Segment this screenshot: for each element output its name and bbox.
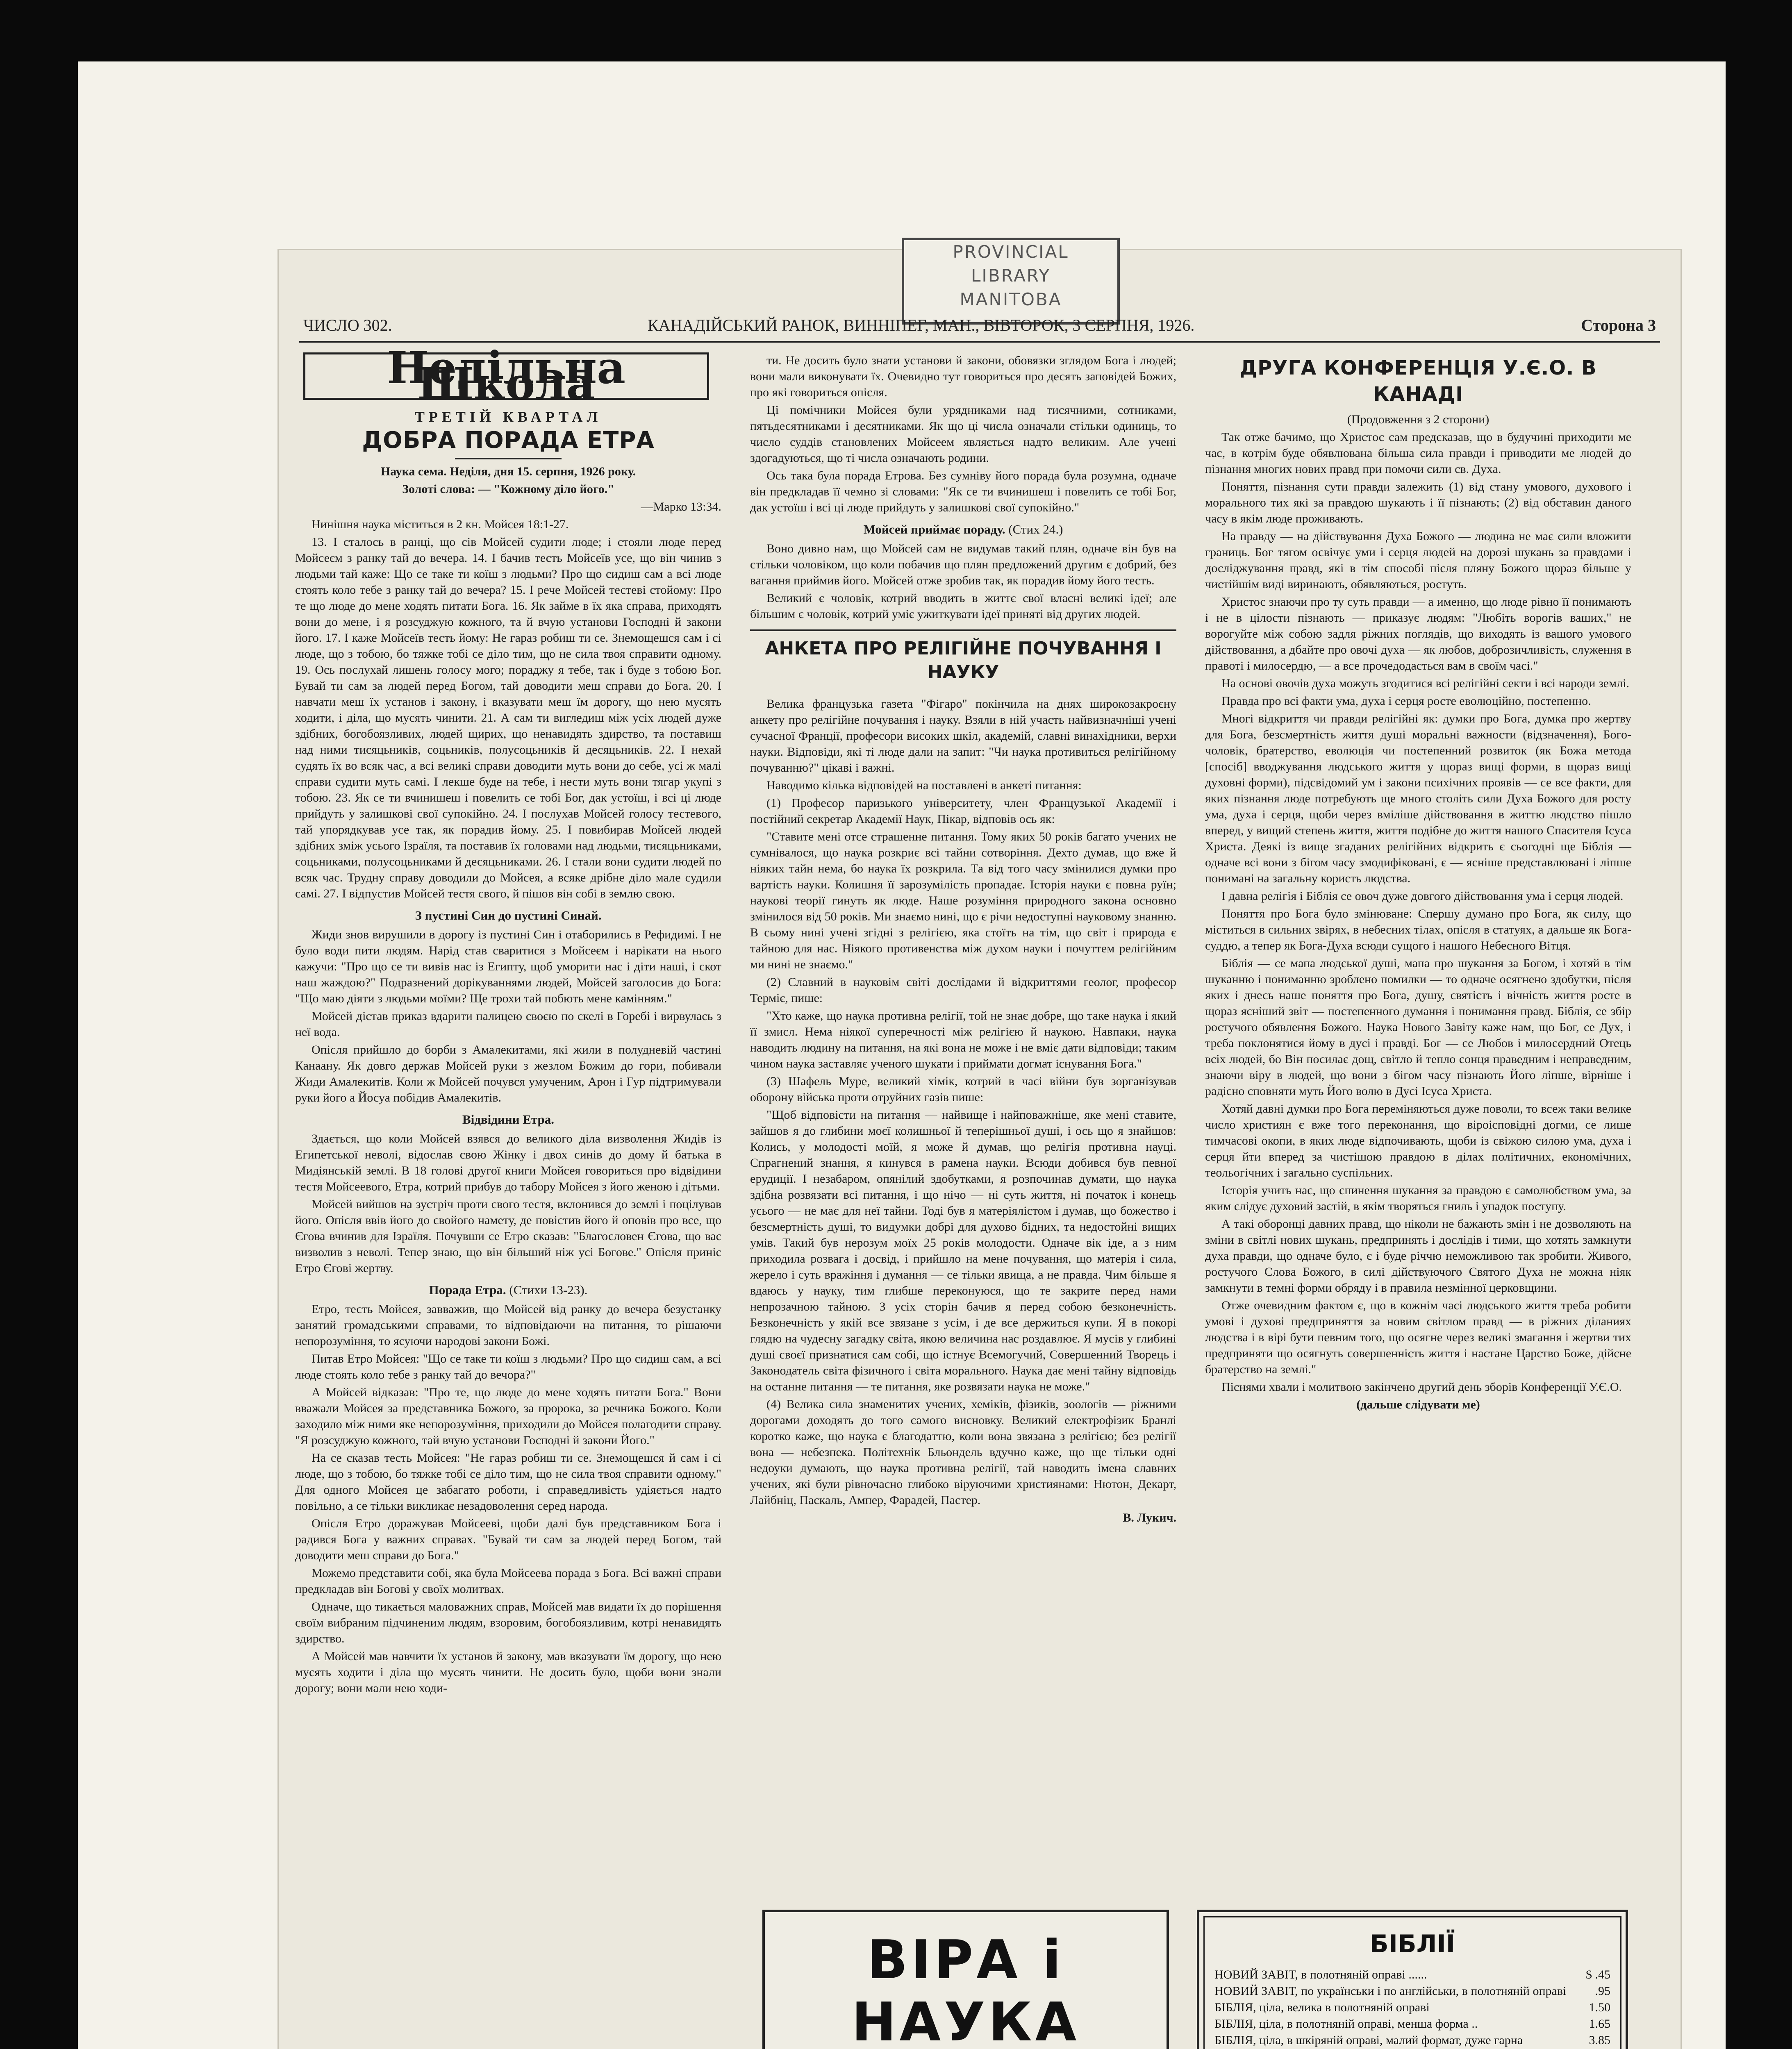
stamp-line: MANITOBA [960, 289, 1062, 309]
divider [455, 458, 562, 459]
price-list-item [1214, 1967, 1610, 1983]
price-list-item [1214, 1983, 1610, 1999]
paragraph: Історія учить нас, що спинення шукання за правдою є самолюбством ума, за яким слідує духовий застій, в якім творяться гниль і упадок поступу. [1205, 1184, 1631, 1213]
column-sunday-school [295, 342, 721, 1698]
issue-number: ЧИСЛО 302. [303, 316, 392, 334]
subheading: Відвідини Етра. [462, 1112, 555, 1127]
paragraph: Великий є чоловік, котрий вводить в життє свої власні великі ідеї; але більшим є чоловік, котрий уміє ужиткувати ідеї приняті від других людей. [750, 591, 1176, 621]
lesson-heading: ДОБРА ПОРАДА ЕТРА [362, 427, 655, 454]
to-be-continued: (дальше слідувати ме) [1356, 1398, 1480, 1411]
paragraph: Здається, що коли Мойсей взявся до великого діла визволення Жидів із Египетської неволі, відослав свою Жінку і двох синів до дому й батька в Мидіянській землі. В 18 голові другої книги Мойсея говориться про відвідини тестя Мойсеевого, Етра, котрий прибув до табору Мойсея з його женою і дітьми. [295, 1132, 721, 1193]
item-name: НОВИЙ ЗАВІТ, в полотняній оправі ...... [1214, 1968, 1427, 1981]
paragraph: Христос знаючи про ту суть правди — а именно, що люде рівно її понимають і не в цілости пізнають — приказує людям: "Любіть ворогів ваших," не ворогуйте між собою задля ріжних поглядів, що виходять із вашого умового дійствовання, а дбайте про овочі духа — як любов, доброзичливість, служення в правоті і милосердю, — а все прочедодасться вам в своїм часі." [1205, 595, 1631, 672]
item-name: БІБЛІЯ, ціла, в полотняній оправі, менша форма .. [1214, 2017, 1478, 2031]
lesson-reference: Нинішня наука міститься в 2 кн. Мойсея 18:1-27. [312, 518, 569, 531]
golden-words: Золоті слова: — "Кожному ділo його." [402, 482, 614, 496]
column-survey [750, 352, 1176, 1527]
paragraph: (1) Професор паризького університету, член Французької Академії і постійний секретар Академії Наук, Пікар, відповів ось як: [750, 796, 1176, 826]
paragraph: Мойсей вийшов на зустріч проти свого тестя, вклонився до землі і поцілував його. Опісля ввів його до свойого намету, де повістив його й оповів про все, що Єгова вчинив для Ізраїля. Почувши се Етро сказав: "Благословен Єгова, що вас визволив з неволі. Тепер знаю, що він більший ніж усі Богове." Опісля приніс Етро Єгові жертву. [295, 1197, 721, 1275]
paragraph: ти. Не досить було знати установи й закони, обовязки зглядом Бога і людей; вони мали виконувати їх. Очевидно тут говориться про десять заповідей Божих, про які говориться опісля. [750, 354, 1176, 399]
paragraph: На основі овочів духа можуть згодитися всі релігійні секти і всі народи землі. [1221, 677, 1629, 690]
paragraph: Отже очевидним фактом є, що в кожнім часі людського життя треба робити умові і духові предприняття за новим світлом правд — в ріжних діланиях людства і в вірі бути певним того, що осягне через великі змагання і жертви тих предприняти що осягнуть совершенність життя і настане Царство Боже, дійсне братерство на землі." [1205, 1299, 1631, 1376]
quarter-label: ТРЕТІЙ КВАРТАЛ [414, 409, 602, 425]
masthead-line: КАНАДІЙСЬКИЙ РАНОК, ВИННІПЕГ, МАН., ВІВТОРОК, 3 СЕРПНЯ, 1926. [648, 316, 1195, 334]
paragraph: Поняття про Бога було змінюване: Спершу думано про Бога, як силу, що міститься в сильних звірях, в небесних тілах, опісля в статуях, а дальше як Бога-суддю, а тепер як Бога-Духа всюди сущого і нашого Небесного Вітця. [1205, 907, 1631, 952]
paragraph: І давна релігія і Біблія се овоч дуже довгого дійствовання ума і серця людей. [1221, 889, 1624, 903]
paragraph: (4) Велика сила знаменитих учених, хеміків, фізиків, зоологів — ріжними дорогами доходять до того самого висновку. Великий електрофізик Бранлі коротко каже, що наука є благодаттю, коли вона звязана з релігією; без релігії вона — небезпека. Політехнік Бльондель вдучно каже, що ще тільки одні недоуки думають, що наука противна релігії, тай наводить імена славних учених, які були рівночасно глибоко віруючими християнами: Нютон, Декарт, Лайбніц, Паскаль, Ампер, Фарадей, Пастер. [750, 1397, 1176, 1507]
item-price: $ .45 [1586, 1968, 1610, 1981]
paragraph: "Ставите мені отсе страшенне питання. Тому яких 50 років багато учених не сумнівалося, що наука розкриє всі тайни сотворіння. Дехто думав, що вже й ніяких тайн нема, бо наука їх розкрила. Та від того часу змінилися думки про вартість науки. Колишня її зарозумілість пропадає. Історія науки є повна руїн; наукові теорії гинуть як люде. Наше розуміння природного закона основно змінилося від 50 років. Ми знаємо нині, що є річи недоступні науковому знанню. В сьому нині учені згідні з релігією, яка стоїть на тім, що світ і природа є тайною для нас. Ніякого противенства між духом науки і почуттем релігійним ми нині не знаємо." [750, 830, 1176, 971]
paragraph: (2) Славний в науковім світі дослідами й відкриттями геолог, професор Терміє, пише: [750, 975, 1176, 1005]
paragraph: Жиди знов вирушили в дорогу із пустині Син і отаборились в Рефидимі. І не було води пити людям. Нарід став сваритися з Мойсеєм і нарікати на нього кажучи: "Про що се ти вивів нас із Египту, щоб уморити нас і діти наші, і скот наш жаждою?" Подразнений дорікуваннями людей, Мойсей заголосив до Бога: "Що маю діяти з людьми моїми? Ще трохи тай побють мене камінням." [295, 928, 721, 1005]
newspaper-page [279, 242, 1681, 2049]
continuation-note: (Продовження з 2 сторони) [1347, 413, 1490, 426]
item-price: .95 [1595, 1984, 1610, 1998]
subheading-reference: (Стихи 13-23). [509, 1283, 588, 1297]
article-heading: ДРУГА КОНФЕРЕНЦІЯ У.Є.О. В КАНАДІ [1239, 357, 1597, 406]
subheading-reference: (Стих 24.) [1008, 522, 1063, 536]
paragraph: Мойсей дістав приказ вдарити палицею своєю по скелі в Горебі і вирвулась з неї вода. [295, 1009, 721, 1039]
paragraph: Хотяй давні думки про Бога переміняються дуже поволи, то всеж таки велике число християн є вже того переконання, що віроісповідні догми, се лише тимчасові окопи, в яких люде відпочивають, щоби із свіжою силою ума, духа і серця йти вперед за чистішою правдою в ділах політичних, економічних, теольогічних і загально суспільних. [1205, 1102, 1631, 1179]
paragraph: (3) Шафель Муре, великий хімік, котрий в часі війни був зорганізував оборону війська проти отруйних газів пише: [750, 1074, 1176, 1104]
ad-title: ВІРА і НАУКА [851, 1929, 1080, 2049]
paragraph: Одначе, що тикається маловажних справ, Мойсей мав видати їх до порішення своїм вибраним підчиненим людям, взоровим, богобоязливим, котрі ненавидять здирство. [295, 1600, 721, 1645]
author-signature: В. Лукич. [1123, 1511, 1176, 1524]
paragraph: Многі відкриття чи правди релігійні як: думки про Бога, думка про жертву для Бога, безсмертність життя душі моральні важности (відзначення), Бого-чоловік, братерство, еволюція чи постепенний розвиток (як Божа метода [спосіб] вводжування людського життя у щораз вищі форми, в щораз вищі духовні форми), підсвідомий ум і закони психічних проявів — се все факти, для яких пізнання люде потребують ще много століть сили Духа Божого для росту ума, духа і серця, щоби через вміліше дійствовання в життю людство пішло вперед, у вищий степень життя, життя подібне до життя нашого Спасителя Ісуса Христа. Деякі із вище згаданих релігійних відкрить є сьогодні ще Біблія — одначе всі вони з бігом часу змодифіковані, є — ясніше представлювані і ліпше понимані на загальну користь людства. [1205, 712, 1631, 885]
lesson-date: Наука сема. Неділя, дня 15. серпня, 1926 року. [380, 465, 636, 478]
subheading: З пустині Син до пустині Синай. [415, 908, 602, 922]
paragraph: А такі оборонці давних правд, що ніколи не бажають змін і не дозволяють на зміни в світлі нових шукань, предпринять і дослідів і тими, що хотять замкнути духа правди, що одначе було, є і буде річчю неможливою так зробити. Живого, ростучого Слова Божого, в силі дійствуючого Святого Духа не можна ніяк замкнути в темні форми обряду і в правила незмінної церковщини. [1205, 1217, 1631, 1295]
paragraph: Поняття, пізнання сути правди залежить (1) від стану умового, духового і морального тих які за правдою шукають і її пізнають; (2) від обставин даного часу в якім люде проживають. [1205, 480, 1631, 525]
ad-bibles [1197, 1910, 1628, 2049]
item-price: 1.50 [1589, 2001, 1610, 2014]
paragraph: Правда про всі факти ума, духа і серця росте еволюційно, постепенно. [1221, 694, 1591, 708]
paragraph: Велика французька газета "Фігаро" покінчила на днях широкозакроєну анкету про релігійне почування і науку. Взяли в ній участь найвизначніші учені сучасної Франції, професори високих шкіл, академій, славні винахідники, верхи науки. Відповіди, які ті люде дали на запит: "Чи наука противиться релігійному почуванню?" цікаві і важні. [750, 697, 1176, 775]
microfilm-frame [78, 61, 1726, 2049]
page-number: Сторона 3 [1581, 316, 1656, 334]
item-name: БІБЛІЯ, ціла, в шкіряній оправі, малий формат, дуже гарна [1214, 2033, 1523, 2047]
subheading-text: Мойсей приймає пораду. [863, 522, 1005, 536]
subheading-text: Порада Етра. [429, 1283, 506, 1297]
subheading [295, 1282, 721, 1298]
paragraph: На се сказав тесть Мойсея: "Не гараз робиш ти се. Знемощешся й сам і сі люде, що з тобою, бо тяжке тобі се діло тим, що не сила твоя справити одному." Для одного Мойсея це забагато роботи, і справедливість удіяється надто повільно, а се тільки викликає незадоволення серед народа. [295, 1451, 721, 1513]
paragraph: Етро, тесть Мойсея, завважив, що Мойсей від ранку до вечера безустанку занятий громадськими справами, то відповідаючи на питання, то рішаючи непорозуміння, то ясуючи народові закони Божі. [295, 1302, 721, 1348]
paragraph: Піснями хвали і молитвою закінчено другий день зборів Конференції У.Є.О. [1221, 1380, 1622, 1394]
section-title: Недільна Школа [303, 352, 709, 400]
paragraph: Ось така була порада Етрова. Без сумніву його порада була розумна, одначе він предкладав її чемно зі словами: "Як се ти вчинишеш і повелить се тобі Бог, дак устоїш і всі ці люде прийдуть у залишкові свої супокійно." [750, 469, 1176, 514]
golden-reference: —Марко 13:34. [641, 500, 721, 513]
paragraph: А Мойсей відказав: "Про те, що люде до мене ходять питати Бога." Вони вважали Мойсея за представника Божого, за пророка, за речника Божого. Коли заходило між ними яке непорозуміння, приходили до Мойсея полагодити справу. "Я розсуджую кожного, тай вчую установи Господні й закони Його." [295, 1386, 721, 1447]
paragraph: А Мойсей мав навчити їх установ й закону, мав вказувати їм дорогу, що нею мусять ходити і діла що мусять чинити. Не досить було, щоби вони знали дорогу; вони мали нею ходи- [295, 1649, 721, 1695]
paragraph: "Щоб відповісти на питання — найвище і найповажніше, яке мені ставите, зайшов я до глибини моєї колишньої й теперішньої душі, і ось що я знайшов: Колись, у молодості моїй, я може й думав, що релігія противна науці. Спрагнений знання, я кинувся в рамена науки. Всюди добився був певної ерудиції. І незабаром, опянілий здобутками, я розпочинав думати, що наука здібна розвязати всі питання, і що нічо — ні суть життя, ні початок і конець усього — не має для неї тайни. Тоді був я матеріялістом і думав, що божество і безсмертність душі, то видумки добрі для духово бідних, та недостойні вищих умів. Такий був нерозум моїх 25 років молодости. Одначе вік іде, а з ним приходила розвага і досвід, і прийшло на мене почування, що матерія і сила, жерело і суть вражіння і думання — се тільки явища, а не правда. Чим більше я вдаюсь у науку, тим глибше переконуюся, що те закрите перед нами непрозачною тайною. З усіх сторін бачив я перед собою безконечність. Безконечність у якій все звязане з усім, і де все держиться купи. Я в покорі глядю на чудесну загадку світа, якою величина нас роздавлює. Я мусів у глибині душі своєї признатися сам собі, що істнує Всемогучий, Совершенний Творець і Законодатель світа фізичного і світа морального. Наука дає мені тайну відповідь на останне питання — те питання, яке розвязати наука не може." [750, 1108, 1176, 1393]
ad-title: БІБЛІЇ [1369, 1930, 1455, 1958]
paragraph: Ці помічники Мойсея були урядниками над тисячними, сотниками, пятьдесятниками і десятниками. Як що ці числа означали стільки одиниць, то число суддів становлених Мойсеем являється надто великим. Але учені здогадуються, що ті числа означають родини. [750, 403, 1176, 465]
article-heading: АНКЕТА ПРО РЕЛІГІЙНЕ ПОЧУВАННЯ І НАУКУ [750, 629, 1176, 690]
paragraph: Можемо представити собі, яка була Мойсеева порада з Бога. Всі важні справи предкладав він Богові у своїх молитвах. [295, 1566, 721, 1596]
item-name: НОВИЙ ЗАВІТ, по українськи і по англійськи, в полотняній оправі [1214, 1984, 1567, 1998]
price-list-item [1214, 2016, 1610, 2032]
price-list-item [1214, 1999, 1610, 2016]
item-price: 3.85 [1589, 2033, 1610, 2047]
paragraph: Воно дивно нам, що Мойсей сам не видумав такий плян, одначе він був на стільки чоловіком, що коли побачив що плян предложений другим є добрий, без вагання приймив його. Мойсей отже зробив так, як порадив йому його тесть. [750, 542, 1176, 587]
paragraph: Біблія — се мапа людської душі, мапа про шукання за Богом, і хотяй в тім шуканню і пониманню зроблено помилки — то одначе осягнено здобутки, після яких і днесь наше поняття про Бога, душу, святість і вічність життя росте в щораз ясніший звіт — постепенного думання і понимання правд. Біблія, се збір ростучого обявлення Божого. Наука Нового Завіту каже нам, що Бог, се Дух, і треба поклонятися йому в дусі і правді. Бог — се Любов і милосердний Отець всіх людей, бо Він посилає дощ, світло й тепло сонця праведним і неправедним, знаючи віру в людей, що вони з бігом часу пізнають Його ліпше, вірніше і радісно сповняти муть Його волю в Дусі Ісуса Христа. [1205, 956, 1631, 1098]
stamp-line: PROVINCIAL [953, 242, 1069, 262]
item-price: 1.65 [1589, 2017, 1610, 2031]
ad-vira-i-nauka [762, 1910, 1169, 2049]
paragraph: Опісля Етро доражував Мойсееві, щоби далі був представником Бога і радився Бога у важних справах. "Бувай ти сам за людей перед Богом, тай доводити меш справи до Бога." [295, 1517, 721, 1562]
column-conference [1205, 352, 1631, 1414]
item-name: БІБЛІЯ, ціла, велика в полотняній оправі [1214, 2001, 1430, 2014]
paragraph: Так отже бачимо, що Христос сам предсказав, що в будучині приходити ме час, в котрім буде обявлювана більша сила правди і приводити ме людей до пізнання многих нових правд при помочи сили св. Духа. [1205, 430, 1631, 476]
price-list-item [1214, 2032, 1610, 2049]
paragraph: "Хто каже, що наука противна релігії, той не знає добре, що таке наука і який її змисл. Нема ніякої суперечності між релігією й наукою. Навпаки, наука наводить людину на питання, на які вона не може і не вміє дати відповіди; таким чином наука заставляє ученого шукати і приймати догмат існування Бога." [750, 1009, 1176, 1070]
library-stamp [902, 238, 1120, 325]
stamp-line: LIBRARY [971, 266, 1051, 286]
subheading [750, 521, 1176, 537]
paragraph: Наводимо кілька відповідей на поставлені в анкеті питання: [766, 779, 1082, 792]
paragraph: 13. І сталось в ранці, що сів Мойсей судити люде; і стояли люде перед Мойсеєм з ранку тай до вечера. 14. І бачив тесть Мойсеїв усе, що він чинив з людьми тай каже: Що се таке ти коїш з людьми? Про що сидиш сам а всі люде стоять коло тебе з ранку тай до вечера? 15. І рече Мойсей тестеві стойому: Про те що люде до мене ходять питати Бога. 16. Як займе в їх яка справа, приходять вони до мене, і я розсуджую кожного, та й вчую установи Господні й закони його. 17. І каже Мойсеїв тесть йому: Не гараз робиш ти се. Знемощешся сам і сі люде, що з тобою, бо тяжке тобі се діло тим, що не сила твоя справити одному. 19. Ось послухай лишень голосу мого; пораджу я тебе, так і буде з тобою Бог. Бувай ти сам за людей перед Богом, тай доводити меш справи до Бога. 20. І навчати меш їх установ і закону, і вказувати меш їм дорогу, що нею мусять ходити, і діла, що мусять чинити. 21. А сам ти вигледиш між усіх людей дуже здібних, богобоязливих, людей щирих, що ненавидять здирство, та поставиш над ними тисяцьників, соцьників, полусоцьників й десяцьників. 22. І нехай судять їх во всяк час, а всі великі справи доводити муть вони до себе, усі ж малі справи судити муть самі. І лекше буде на тебе, і нести муть вони тягар укупі з тобою. 23. Як се ти вчинишеш і повелить се тобі Бог, дак устоїш, і всі ці люде прийдуть у залишкові свої супокійно. 24. І послухав Мойсей голосу тестевого, тай упорядкував усе так, як порадив йому. 25. І повибирав Мойсей людей здібних зміж усього Ізраїля, та поставив їх головами над людьми, тисяцьниками, соцьниками, полусоцьниками й десяцьниками. 26. І стали вони судити людей по всяк час. Трудну справу доводили до Мойсея, а всяке дрібне діло мале судили самі. 27. І відпустив Мойсей тестя свого, й пішов він собі в землю свою. [295, 535, 721, 900]
paragraph: Питав Етро Мойсея: "Що се таке ти коїш з людьми? Про що сидиш сам, а всі люде стоять коло тебе з ранку тай до вечора?" [295, 1352, 721, 1381]
paragraph: Опісля прийшло до борби з Амалекитами, які жили в полудневій частині Канаану. Як довго держав Мойсей руки з жезлом Божим до гори, побивали Жиди Амалекитів. Коли ж Мойсей почувся умученим, Арон і Гур підтримували руки його а Йосуа побідив Амалекитів. [295, 1043, 721, 1104]
paragraph: На правду — на дійствування Духа Божого — людина не має сили вложити границь. Бог тягом освічує уми і серця людей на дорозі шукань за правдами і досліджування правд, які в тім способі після пляну Божого щораз більше у чистійшім виді виринають, обявляються, ростуть. [1205, 529, 1631, 591]
